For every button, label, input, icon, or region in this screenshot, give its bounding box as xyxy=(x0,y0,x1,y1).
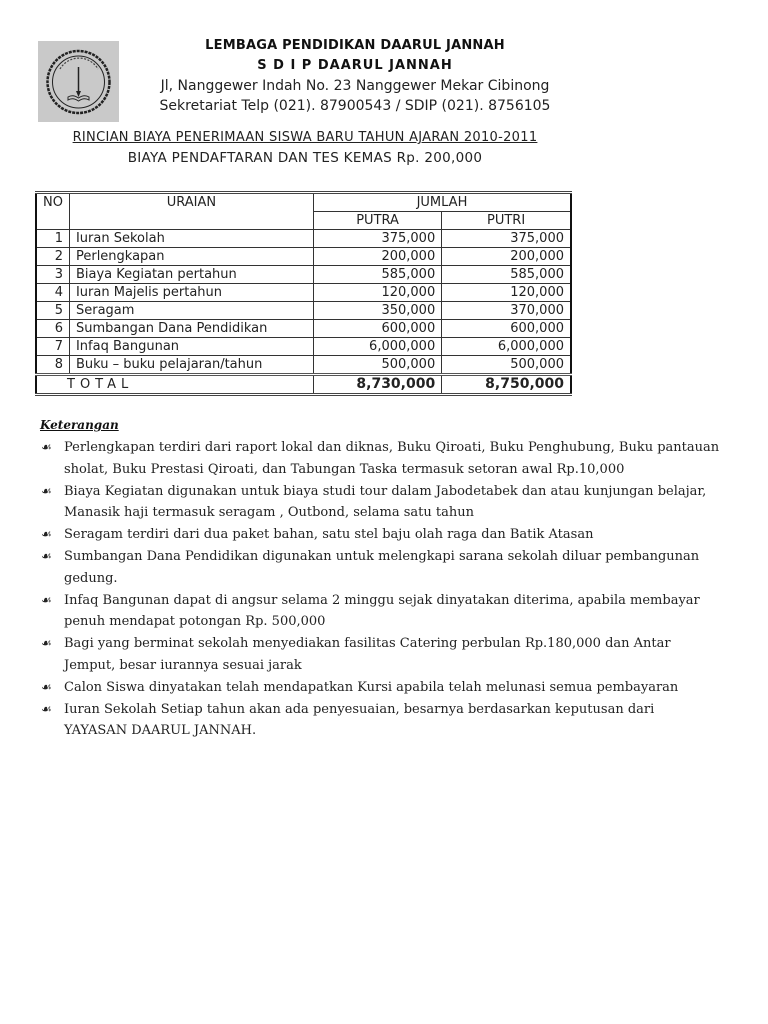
school-phone: Sekretariat Telp (021). 87900543 / SDIP (021). 8756105 xyxy=(159,98,551,114)
total-row xyxy=(36,375,571,395)
row-no: 2 xyxy=(36,248,69,266)
row-item: Infaq Bangunan xyxy=(69,338,313,356)
note-text: Bagi yang berminat sekolah menyediakan fasilitas Catering perbulan Rp.180,000 dan Antar Jemput, besar iurannya sesuai jarak xyxy=(64,636,671,673)
letterhead xyxy=(130,36,580,116)
table-row xyxy=(36,248,571,266)
note-text: Sumbangan Dana Pendidikan digunakan untuk melengkapi sarana sekolah diluar pembangunan gedung. xyxy=(64,548,700,586)
row-no: 4 xyxy=(36,284,69,302)
school-name: S D I P DAARUL JANNAH xyxy=(257,58,453,73)
organization-name: LEMBAGA PENDIDIKAN DAARUL JANNAH xyxy=(205,38,505,53)
row-putri: 585,000 xyxy=(442,266,571,284)
row-putra: 600,000 xyxy=(313,320,441,338)
row-item: Iuran Sekolah xyxy=(69,230,313,248)
header-jumlah: JUMLAH xyxy=(313,193,571,212)
note-item xyxy=(40,590,720,634)
ornamental-arrow-icon: ☙ xyxy=(41,548,52,563)
row-putri: 600,000 xyxy=(442,320,571,338)
note-item xyxy=(40,437,720,481)
row-no: 3 xyxy=(36,266,69,284)
table-row xyxy=(36,284,571,302)
row-no: 8 xyxy=(36,356,69,375)
row-no: 5 xyxy=(36,302,69,320)
ornamental-arrow-icon: ☙ xyxy=(41,679,52,694)
document-title: RINCIAN BIAYA PENERIMAAN SISWA BARU TAHUN AJARAN 2010-2011 xyxy=(72,130,538,145)
row-putra: 375,000 xyxy=(313,230,441,248)
note-text: Calon Siswa dinyatakan telah mendapatkan Kursi apabila telah melunasi semua pembayaran xyxy=(64,679,679,695)
row-putra: 200,000 xyxy=(313,248,441,266)
total-label: TOTAL xyxy=(36,375,313,395)
table-row xyxy=(36,338,571,356)
note-item xyxy=(40,633,720,677)
header-putri: PUTRI xyxy=(442,212,571,230)
ornamental-arrow-icon: ☙ xyxy=(41,636,52,651)
row-putri: 200,000 xyxy=(442,248,571,266)
ornamental-arrow-icon: ☙ xyxy=(41,527,52,542)
row-no: 7 xyxy=(36,338,69,356)
row-putra: 120,000 xyxy=(313,284,441,302)
school-emblem-icon xyxy=(38,41,119,122)
row-item: Perlengkapan xyxy=(69,248,313,266)
fee-table xyxy=(35,191,572,396)
school-address: Jl, Nanggewer Indah No. 23 Nanggewer Mekar Cibinong xyxy=(160,78,550,94)
row-putri: 370,000 xyxy=(442,302,571,320)
note-item xyxy=(40,546,720,590)
header-putra: PUTRA xyxy=(313,212,441,230)
total-putra: 8,730,000 xyxy=(313,375,441,395)
note-text: Biaya Kegiatan digunakan untuk biaya studi tour dalam Jabodetabek dan atau kunjungan belajar, Manasik haji termasuk seragam , Outbond, selama satu tahun xyxy=(64,483,707,521)
row-putra: 350,000 xyxy=(313,302,441,320)
table-row xyxy=(36,320,571,338)
row-item: Iuran Majelis pertahun xyxy=(69,284,313,302)
ornamental-arrow-icon: ☙ xyxy=(41,440,52,454)
row-item: Biaya Kegiatan pertahun xyxy=(69,266,313,284)
row-putri: 6,000,000 xyxy=(442,338,571,356)
row-putra: 585,000 xyxy=(313,266,441,284)
table-header-row xyxy=(36,193,571,212)
note-item xyxy=(40,699,720,743)
note-text: Seragam terdiri dari dua paket bahan, satu stel baju olah raga dan Batik Atasan xyxy=(64,527,594,543)
ornamental-arrow-icon: ☙ xyxy=(41,483,52,498)
row-no: 6 xyxy=(36,320,69,338)
registration-fee-subtitle: BIAYA PENDAFTARAN DAN TES KEMAS Rp. 200,000 xyxy=(127,150,483,166)
row-putri: 500,000 xyxy=(442,356,571,375)
table-row xyxy=(36,266,571,284)
row-putra: 6,000,000 xyxy=(313,338,441,356)
table-row xyxy=(36,302,571,320)
header-no: NO xyxy=(36,193,69,230)
note-item xyxy=(40,524,720,546)
note-text: Perlengkapan terdiri dari raport lokal dan diknas, Buku Qiroati, Buku Penghubung, Buku pantauan sholat, Buku Prestasi Qiroati, dan Tabungan Taska termasuk setoran awal Rp.10,000 xyxy=(64,440,720,477)
header-uraian: URAIAN xyxy=(69,193,313,230)
table-row xyxy=(36,356,571,375)
row-no: 1 xyxy=(36,230,69,248)
note-item xyxy=(40,677,720,699)
total-putri: 8,750,000 xyxy=(442,375,571,395)
ornamental-arrow-icon: ☙ xyxy=(41,592,52,607)
note-text: Infaq Bangunan dapat di angsur selama 2 minggu sejak dinyatakan diterima, apabila membayar penuh mendapat potongan Rp. 500,000 xyxy=(64,592,700,630)
table-row xyxy=(36,230,571,248)
row-putra: 500,000 xyxy=(313,356,441,375)
notes-list xyxy=(40,437,720,742)
row-item: Sumbangan Dana Pendidikan xyxy=(69,320,313,338)
row-putri: 120,000 xyxy=(442,284,571,302)
row-item: Seragam xyxy=(69,302,313,320)
row-item: Buku – buku pelajaran/tahun xyxy=(69,356,313,375)
note-text: Iuran Sekolah Setiap tahun akan ada penyesuaian, besarnya berdasarkan keputusan dari YAYASAN DAARUL JANNAH. xyxy=(64,701,655,739)
note-item xyxy=(40,481,720,525)
row-putri: 375,000 xyxy=(442,230,571,248)
notes-heading: Keterangan xyxy=(40,418,119,432)
ornamental-arrow-icon: ☙ xyxy=(41,701,52,716)
